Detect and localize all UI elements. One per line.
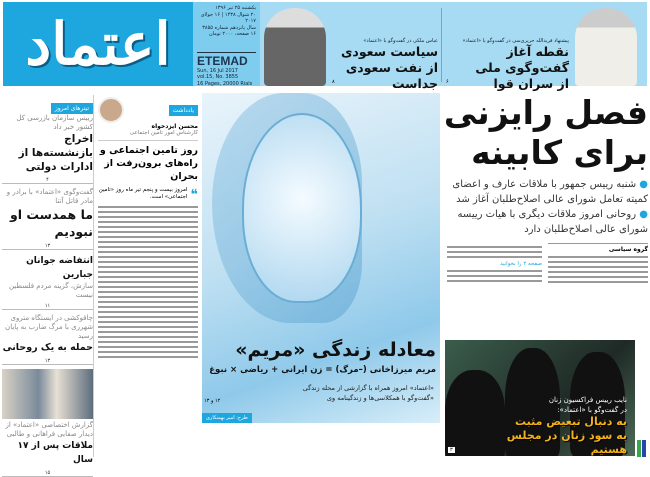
teaser-headline: نقطه آغاز گفت‌وگوی ملی bbox=[475, 44, 569, 75]
bullet-item bbox=[443, 177, 648, 207]
bullet-icon: ● bbox=[636, 179, 648, 190]
teaser-headline: از سران قوا bbox=[493, 76, 569, 91]
continued-link[interactable]: صفحه ۲ را بخوانید bbox=[500, 261, 542, 267]
item-kicker: رییس سازمان بازرسی کل کشور خبر داد bbox=[16, 114, 93, 131]
teaser-kicker: عباس ملکی در گفت‌وگو با «اعتماد» bbox=[363, 38, 438, 44]
list-item[interactable] bbox=[2, 369, 93, 477]
item-headline: حمله به یک روحانی bbox=[2, 342, 93, 353]
page-ref: ۱۲ و ۱۳ bbox=[204, 398, 221, 404]
author-name: محسن ایزدخواه bbox=[151, 123, 198, 130]
color-bar bbox=[642, 440, 646, 457]
byline: گروه سیاسی bbox=[548, 243, 648, 253]
bullet-text: شنبه رییس جمهور با ملاقات عارف و اعضای کمیته تعامل شورای عالی اصلاح‌طلبان آغاز شد bbox=[452, 179, 648, 205]
photo-headline: به دنبال تبعیض مثبت bbox=[515, 415, 627, 428]
item-headline: ما همدست او نبودیم bbox=[10, 207, 93, 239]
page-ref: ۱۳ bbox=[2, 358, 93, 365]
editorial-body bbox=[98, 206, 198, 358]
section-label: یادداشت bbox=[169, 105, 198, 116]
author-role: کارشناس امور تامین اجتماعی bbox=[129, 130, 198, 136]
page-ref: ۴ bbox=[2, 177, 93, 184]
poster-equation: مریم میرزاخانی (–مرگ) = زن ایرانی + ریاضی × نبوغ bbox=[209, 365, 436, 375]
volume-en: vol.15, No. 3855 bbox=[197, 74, 239, 80]
newspaper-logo[interactable] bbox=[3, 2, 193, 86]
item-kicker: سازش، گزینه مردم فلسطین نیست bbox=[8, 282, 93, 299]
story-body bbox=[548, 256, 648, 283]
brand-name-en: ETEMAD bbox=[197, 52, 256, 68]
portrait-illustration bbox=[242, 113, 362, 303]
issue-number: سال پانزدهم شماره ۳۸۵۵ bbox=[202, 24, 256, 31]
item-headline: ملاقات پس از ۱۷ سال bbox=[17, 441, 93, 465]
quote-icon: ❝ bbox=[190, 187, 198, 203]
masthead bbox=[0, 0, 650, 91]
poster-subtext: «اعتماد» امروز همراه با گزارشی از محله زندگی bbox=[302, 384, 434, 392]
editorial-headline[interactable]: روز تامین اجتماعی و راه‌های برون‌رفت از بحران bbox=[98, 140, 198, 183]
photo-kicker: در گفت‌وگو با «اعتماد»: bbox=[557, 406, 627, 414]
story-body bbox=[447, 246, 542, 258]
list-item[interactable] bbox=[2, 254, 93, 310]
editorial-column bbox=[96, 95, 200, 457]
teaser-dialogue[interactable] bbox=[442, 2, 647, 91]
price: ۱۶ صفحه، ۲۰۰۰ تومان bbox=[208, 31, 256, 37]
headlines-column bbox=[2, 95, 94, 476]
teaser-headline: از نفت سعودی جداست bbox=[345, 60, 438, 91]
meeting-photo bbox=[2, 369, 93, 419]
pages-en: 16 Pages, 20000 Rials bbox=[197, 80, 253, 87]
list-item[interactable] bbox=[2, 114, 93, 184]
page-ref: ۱۱ bbox=[2, 303, 93, 310]
date-hijri: ۲۰ شوال ۱۴۳۸ | ۱۶ جولای ۲۰۱۷ bbox=[200, 11, 256, 24]
teaser-headline: سیاست سعودی bbox=[340, 44, 438, 59]
photo-kicker: نایب رییس فراکسیون زنان bbox=[548, 396, 627, 404]
item-kicker: گفت‌وگوی «اعتماد» با برادر و مادر قاتل آتنا bbox=[6, 188, 93, 205]
poster-subtext: «گفت‌وگو با همکلاسی‌ها و زندگینامه وی bbox=[326, 394, 434, 402]
main-headline: فصل رایزنی bbox=[443, 93, 648, 132]
story-body bbox=[447, 270, 542, 282]
mirzakhani-poster[interactable] bbox=[202, 93, 440, 423]
date-en: Sun, 16 Jul 2017 bbox=[197, 67, 238, 74]
main-headline: برای کابینه bbox=[471, 133, 648, 172]
photo-headline: به سود زنان در مجلس هستیم bbox=[506, 429, 627, 456]
list-item[interactable] bbox=[2, 314, 93, 365]
item-headline: انتفاضه جوانان جبارین bbox=[26, 256, 93, 280]
parliament-photo-story[interactable] bbox=[445, 340, 635, 456]
list-item[interactable] bbox=[2, 188, 93, 250]
page-ref: ۳ bbox=[450, 447, 453, 453]
top-teasers bbox=[260, 2, 647, 91]
divider bbox=[441, 8, 442, 82]
teaser-saudi[interactable] bbox=[260, 2, 440, 91]
poster-credit: طرح: امیر بهمنکاری bbox=[202, 413, 252, 423]
author-avatar bbox=[98, 97, 124, 123]
page-ref: ۱۵ bbox=[2, 470, 93, 477]
bullet-text: روحانی امروز ملاقات دیگری با هیات رییسه شورای عالی اصلاح‌طلبان دارد bbox=[457, 209, 648, 235]
color-bar bbox=[637, 440, 641, 457]
section-label: تیترهای امروز bbox=[51, 103, 93, 114]
page-ref: ۸ bbox=[332, 79, 335, 85]
bullet-icon: ● bbox=[636, 209, 648, 220]
portrait-photo bbox=[575, 8, 637, 86]
date-fa: یکشنبه ۲۵ تیر ۱۳۹۶ bbox=[215, 5, 256, 11]
poster-headline: معادله زندگی «مریم» bbox=[235, 339, 436, 361]
page-ref: ۱۳ bbox=[2, 243, 93, 250]
logo-text: اعتماد bbox=[25, 10, 171, 78]
editorial-lead: امروز بیست و پنجم تیر ماه روز «تامین اجتماعی» است. bbox=[98, 187, 188, 200]
teaser-kicker: پیشنهاد فریدالله حریری‌سی در گفت‌وگو با «اعتماد» bbox=[462, 38, 569, 44]
bullet-item bbox=[443, 207, 648, 237]
page-ref: ۶ bbox=[446, 79, 449, 85]
item-kicker: چاقوکشی در ایستگاه متروی شهرری با مرگ ضارب به پایان رسید bbox=[5, 314, 93, 340]
item-kicker: گزارش اختصاصی «اعتماد» از دیدار صفایی فراهانی و طالبی bbox=[5, 421, 93, 438]
portrait-photo bbox=[264, 8, 326, 86]
item-headline: اخراج بازنشسته‌ها از ادارات دولتی bbox=[18, 133, 93, 173]
issue-info bbox=[193, 2, 260, 86]
